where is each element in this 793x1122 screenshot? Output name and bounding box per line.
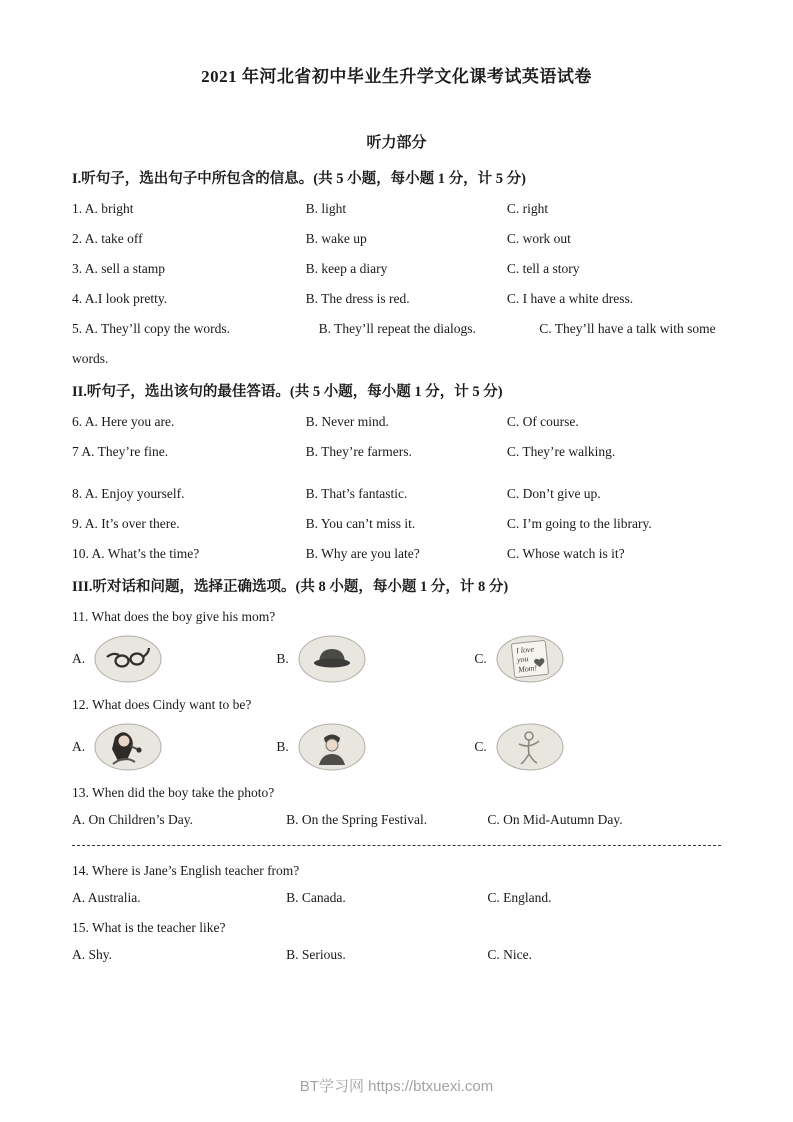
option-label: A. (72, 739, 86, 754)
option-text: 1. A. bright (72, 201, 134, 216)
option-text: C. I have a white dress. (506, 291, 634, 306)
option-text: B. keep a diary (305, 261, 388, 276)
option-text: 3. A. sell a stamp (72, 261, 165, 276)
question-11-photos (72, 635, 721, 683)
question-row-1 (72, 200, 721, 218)
option-text: B. They’re farmers. (305, 444, 412, 459)
option-label: B. (276, 739, 289, 754)
option-text: C. Don’t give up. (506, 486, 601, 501)
singer-photo-icon (94, 723, 162, 771)
option-label: C. (474, 651, 487, 666)
option-text: A. Shy. (72, 947, 113, 962)
option-text-overflow: words. (72, 351, 109, 366)
option-text: C. right (506, 201, 549, 216)
photo-option-b (276, 723, 474, 771)
option-text: 8. A. Enjoy yourself. (72, 486, 185, 501)
question-row-3 (72, 260, 721, 278)
option-text: B. On the Spring Festival. (286, 812, 428, 827)
question-12-stem: 12. What does Cindy want to be? (72, 697, 252, 712)
question-row-6 (72, 413, 721, 431)
option-text: C. Whose watch is it? (506, 546, 625, 561)
photo-option-c (474, 635, 721, 683)
question-row-13 (72, 811, 721, 829)
photo-option-b (276, 635, 474, 683)
option-text: 5. A. They’ll copy the words. (72, 321, 230, 336)
question-row-4 (72, 290, 721, 308)
option-text: B. Why are you late? (305, 546, 420, 561)
option-text: B. wake up (305, 231, 367, 246)
section-iii-heading: III.听对话和问题，选择正确选项。(共 8 小题，每小题 1 分，计 8 分) (72, 579, 509, 595)
option-text: 4. A.I look pretty. (72, 291, 168, 306)
option-text: B. The dress is red. (305, 291, 410, 306)
option-text: B. Serious. (286, 947, 346, 962)
policeman-photo-icon (298, 723, 366, 771)
option-text: C. tell a story (506, 261, 580, 276)
option-text: 2. A. take off (72, 231, 143, 246)
question-row-9 (72, 515, 721, 533)
card-text-line3: Mom! (517, 663, 538, 675)
question-row-15 (72, 946, 721, 964)
section-ii-heading: II.听句子，选出该句的最佳答语。(共 5 小题，每小题 1 分，计 5 分) (72, 384, 503, 400)
section-i-heading: I.听句子，选出句子中所包含的信息。(共 5 小题，每小题 1 分，计 5 分) (72, 171, 526, 187)
option-text: 7 A. They’re fine. (72, 444, 169, 459)
question-row-2 (72, 230, 721, 248)
love-mom-card-photo-icon (496, 635, 564, 683)
question-11-stem: 11. What does the boy give his mom? (72, 609, 276, 624)
question-row-14 (72, 889, 721, 907)
photo-option-c (474, 723, 721, 771)
option-text: C. England. (487, 890, 552, 905)
option-text: B. They’ll repeat the dialogs. (318, 321, 476, 336)
option-label: A. (72, 651, 86, 666)
glasses-photo-icon (94, 635, 162, 683)
option-text: B. Canada. (286, 890, 346, 905)
hat-photo-icon (298, 635, 366, 683)
question-13-stem: 13. When did the boy take the photo? (72, 785, 275, 800)
question-15-stem: 15. What is the teacher like? (72, 920, 226, 935)
option-text: B. You can’t miss it. (305, 516, 416, 531)
option-text: 6. A. Here you are. (72, 414, 175, 429)
site-watermark: BT学习网 https://btxuexi.com (299, 1078, 494, 1095)
option-text: A. On Children’s Day. (72, 812, 193, 827)
dancer-photo-icon (496, 723, 564, 771)
photo-option-a (72, 635, 276, 683)
option-label: C. (474, 739, 487, 754)
listening-part-header: 听力部分 (366, 135, 427, 151)
option-text: A. Australia. (72, 890, 141, 905)
photo-option-a (72, 723, 276, 771)
exam-title: 2021 年河北省初中毕业生升学文化课考试英语试卷 (201, 67, 592, 86)
question-row-10 (72, 545, 721, 563)
question-row-5 (72, 320, 721, 338)
dashed-separator (72, 845, 721, 846)
option-text: B. light (305, 201, 347, 216)
option-label: B. (276, 651, 289, 666)
option-text: C. Of course. (506, 414, 579, 429)
option-text: 9. A. It’s over there. (72, 516, 180, 531)
option-text: B. Never mind. (305, 414, 389, 429)
option-text: C. work out (506, 231, 571, 246)
option-text: 10. A. What’s the time? (72, 546, 200, 561)
option-text: C. They’ll have a talk with some (539, 321, 716, 336)
option-text: C. On Mid-Autumn Day. (487, 812, 623, 827)
question-14-stem: 14. Where is Jane’s English teacher from? (72, 863, 300, 878)
question-row-7 (72, 443, 721, 461)
question-12-photos (72, 723, 721, 771)
card-text-line1: I love (515, 644, 535, 656)
option-text: C. Nice. (487, 947, 532, 962)
option-text: C. They’re walking. (506, 444, 616, 459)
option-text: C. I’m going to the library. (506, 516, 652, 531)
card-text-line2: you (516, 654, 529, 665)
question-row-8 (72, 485, 721, 503)
option-text: B. That’s fantastic. (305, 486, 408, 501)
